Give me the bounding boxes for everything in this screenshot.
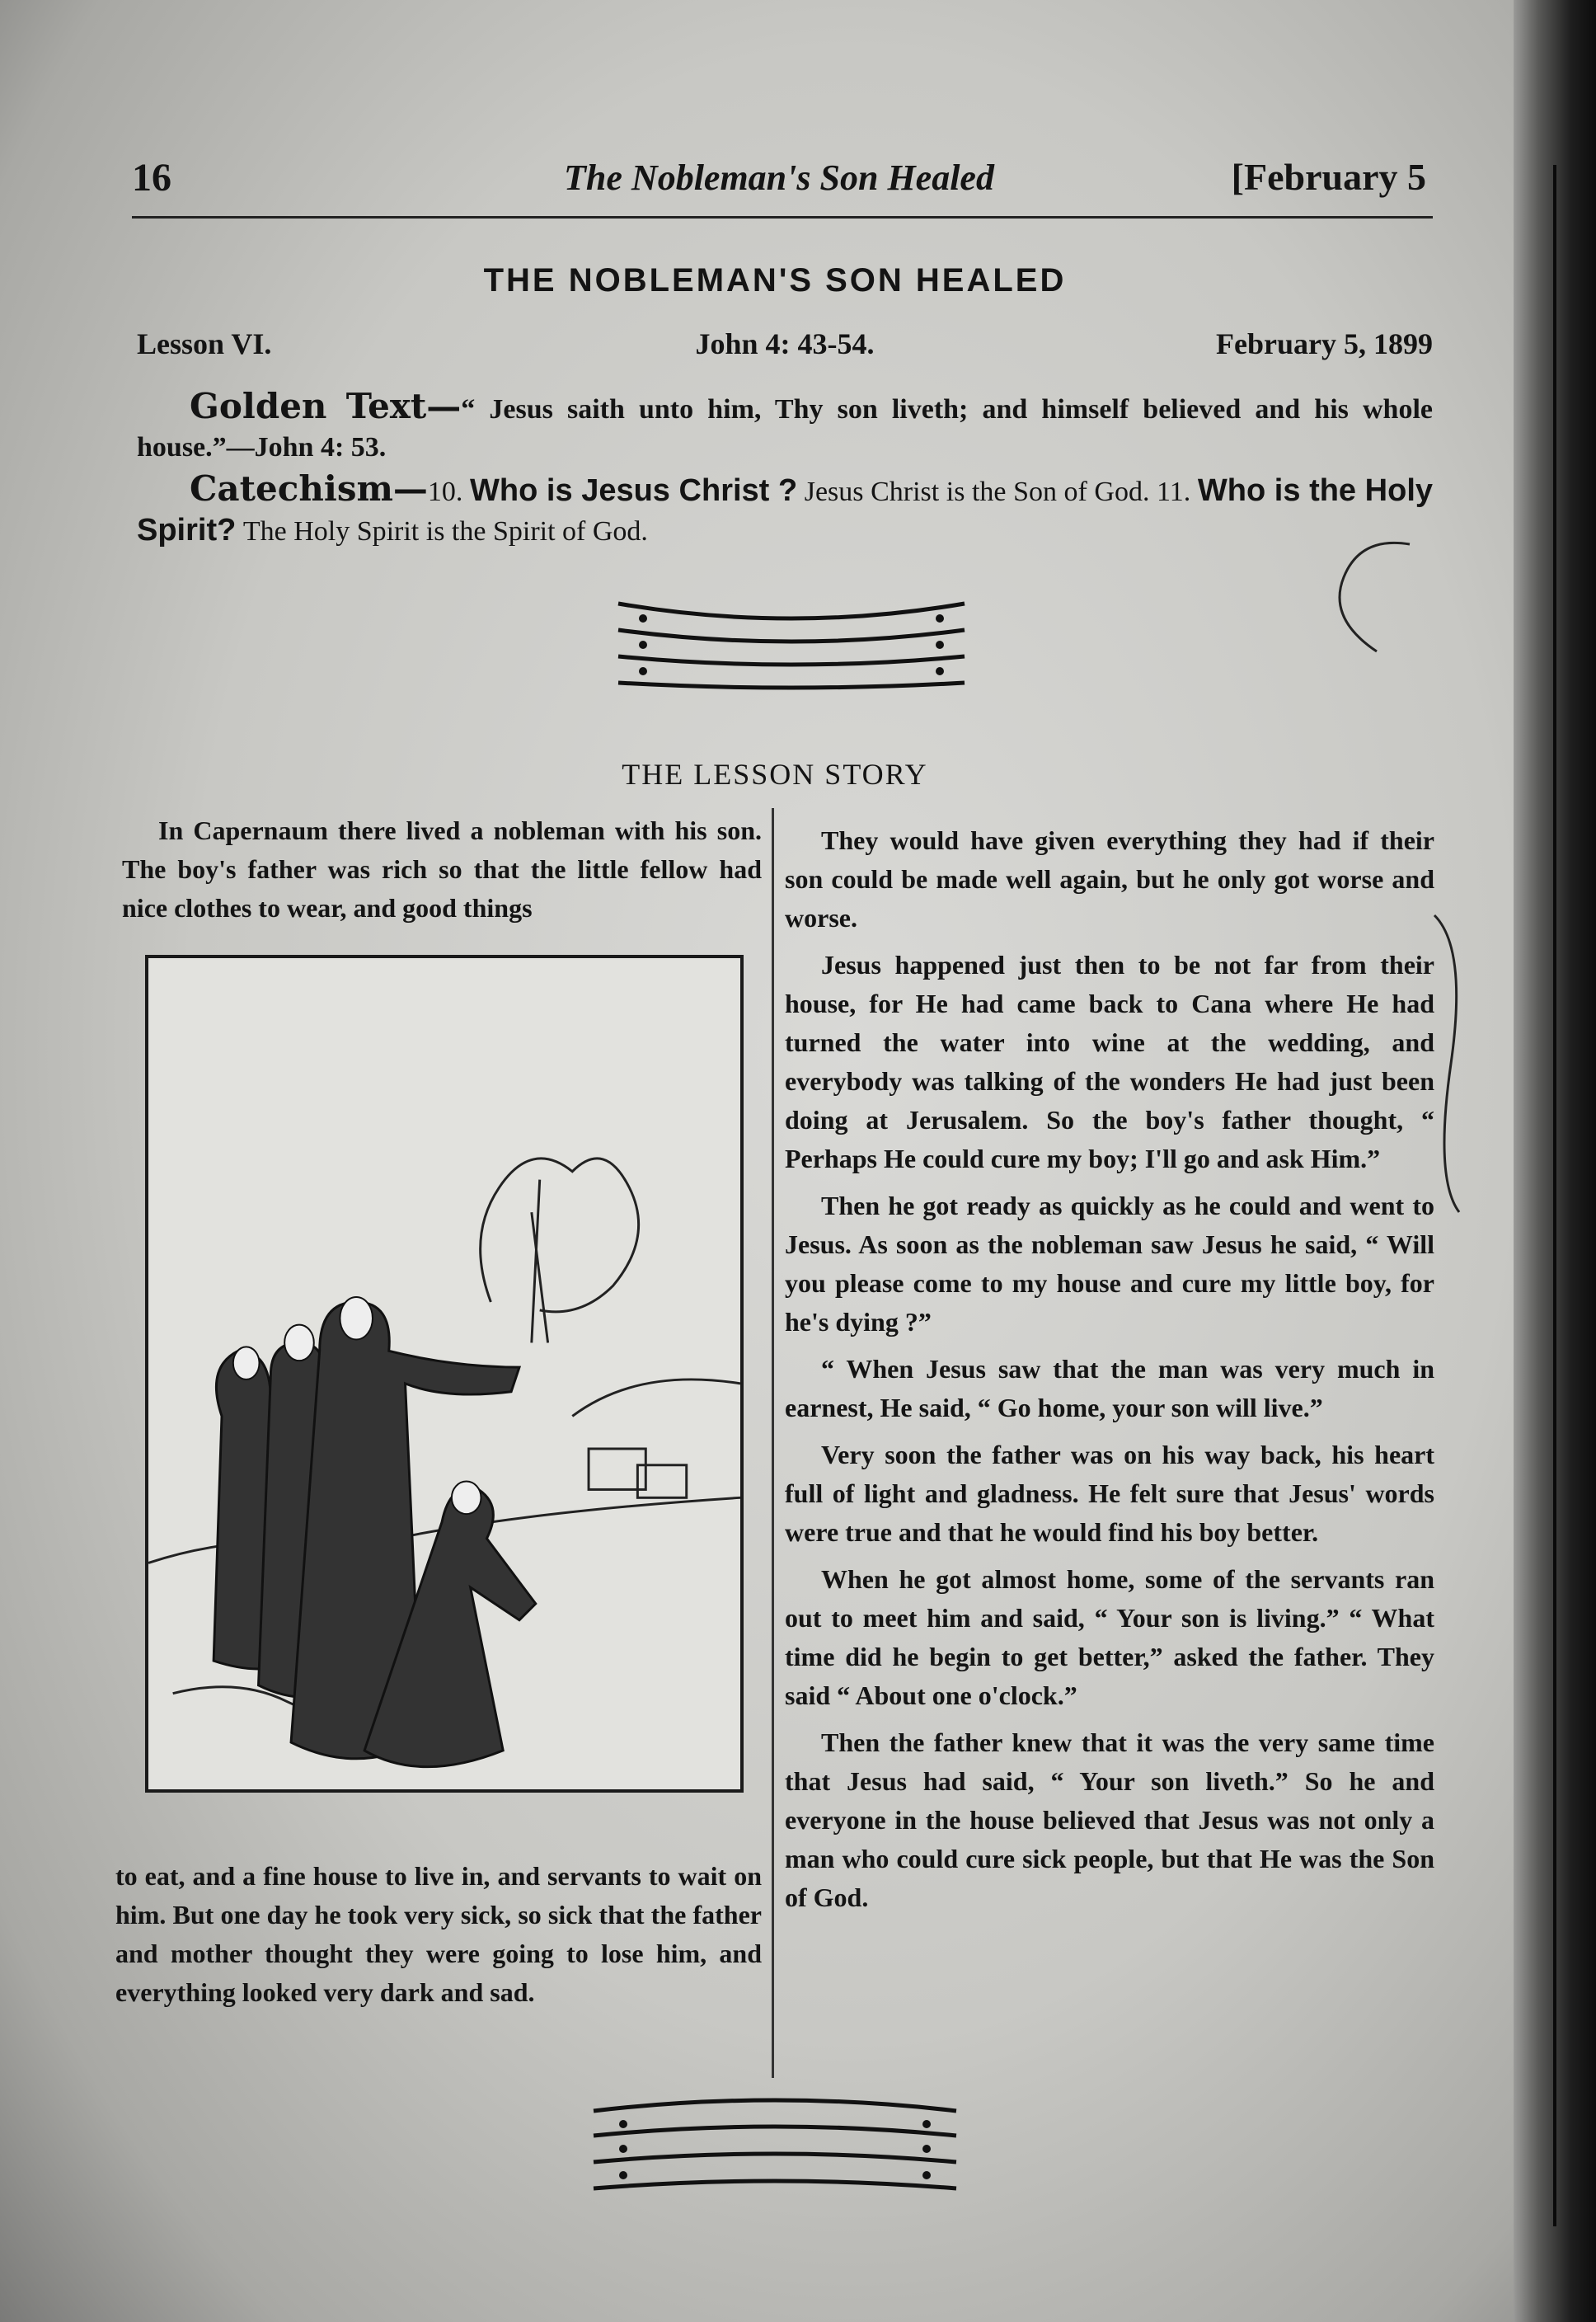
section-title: THE LESSON STORY bbox=[622, 758, 928, 791]
page-title: THE NOBLEMAN'S SON HEALED bbox=[483, 262, 1067, 298]
column-rule bbox=[772, 808, 774, 2078]
story-paragraph: “ When Jesus saw that the man was very much in earnest, He said, “ Go home, your son will live.” bbox=[785, 1354, 1434, 1422]
book-binding-edge bbox=[1514, 0, 1596, 2322]
pencil-bracket bbox=[1426, 907, 1476, 1220]
story-paragraph: Then he got ready as quickly as he could and went to Jesus. As soon as the nobleman saw Jesus he said, “ Will you please come to my house and cure my little boy, for he's dying ?” bbox=[785, 1191, 1434, 1337]
catechism-q11-number: 11. bbox=[1157, 477, 1191, 507]
golden-text-body: “ Jesus saith unto him, Thy son liveth; and himself believed and his whole house.”—John 4: 53. bbox=[137, 394, 1433, 463]
story-left-top bbox=[122, 811, 762, 936]
story-paragraph: to eat, and a fine house to live in, and servants to wait on him. But one day he took very sick, so sick that the father and mother thought they were going to lose him, and everything looked very dark and sad. bbox=[115, 1861, 762, 2007]
catechism-q10-number: 10. bbox=[427, 477, 463, 507]
story-left-bottom bbox=[115, 1857, 762, 2020]
story-paragraph: When he got almost home, some of the servants ran out to meet him and said, “ Your son is living.” “ What time did he begin to get better,” asked the father. They said “ About one o'clock.” bbox=[785, 1564, 1434, 1710]
running-date: [February 5 bbox=[1231, 156, 1426, 198]
lesson-info bbox=[137, 327, 1433, 368]
catechism bbox=[137, 470, 1433, 551]
catechism-label: Catechism— bbox=[190, 468, 428, 509]
lesson-date: February 5, 1899 bbox=[1216, 327, 1433, 360]
golden-text-label: Golden Text— bbox=[190, 386, 462, 426]
running-head bbox=[132, 148, 1426, 214]
story-paragraph: Jesus happened just then to be not far from their house, for He had came back to Cana where He had turned the water into wine at the wedding, and everybody was talking of the wonders He had just been doing at Jerusalem. So the boy's father thought, “ Perhaps He could cure my boy; I'll go and ask Him.” bbox=[785, 950, 1434, 1173]
story-right-column bbox=[785, 821, 1434, 1925]
catechism-q11: Who is the Holy Spirit? bbox=[137, 473, 1434, 548]
story-paragraph: Very soon the father was on his way back, his heart full of light and gladness. He felt sure that Jesus' words were true and that he would find his boy better. bbox=[785, 1440, 1434, 1547]
ornament-top bbox=[610, 594, 973, 701]
pencil-mark bbox=[1319, 536, 1434, 684]
catechism-a10: Jesus Christ is the Son of God. bbox=[804, 477, 1150, 507]
catechism-q10: Who is Jesus Christ ? bbox=[469, 473, 798, 508]
ornament-bottom bbox=[585, 2094, 965, 2210]
header-rule bbox=[132, 216, 1433, 219]
story-paragraph: They would have given everything they had if their son could be made well again, but he only got worse and worse. bbox=[785, 825, 1434, 933]
binding-line bbox=[1553, 165, 1556, 2226]
running-title: The Nobleman's Son Healed bbox=[564, 157, 994, 198]
catechism-a11: The Holy Spirit is the Spirit of God. bbox=[242, 516, 648, 547]
engraving-jesus-and-nobleman bbox=[148, 958, 740, 1789]
scripture-reference: John 4: 43-54. bbox=[695, 327, 875, 360]
page-number: 16 bbox=[132, 156, 171, 200]
lesson-number: Lesson VI. bbox=[137, 327, 272, 360]
illustration bbox=[145, 955, 744, 1793]
golden-text bbox=[137, 388, 1433, 467]
story-paragraph: Then the father knew that it was the very same time that Jesus had said, “ Your son liveth.” So he and everyone in the house believed that Jesus was not only a man who could cure sick people, but that He was the Son of God. bbox=[785, 1727, 1434, 1912]
story-paragraph: In Capernaum there lived a nobleman with his son. The boy's father was rich so that the little fellow had nice clothes to wear, and good things bbox=[122, 816, 762, 923]
